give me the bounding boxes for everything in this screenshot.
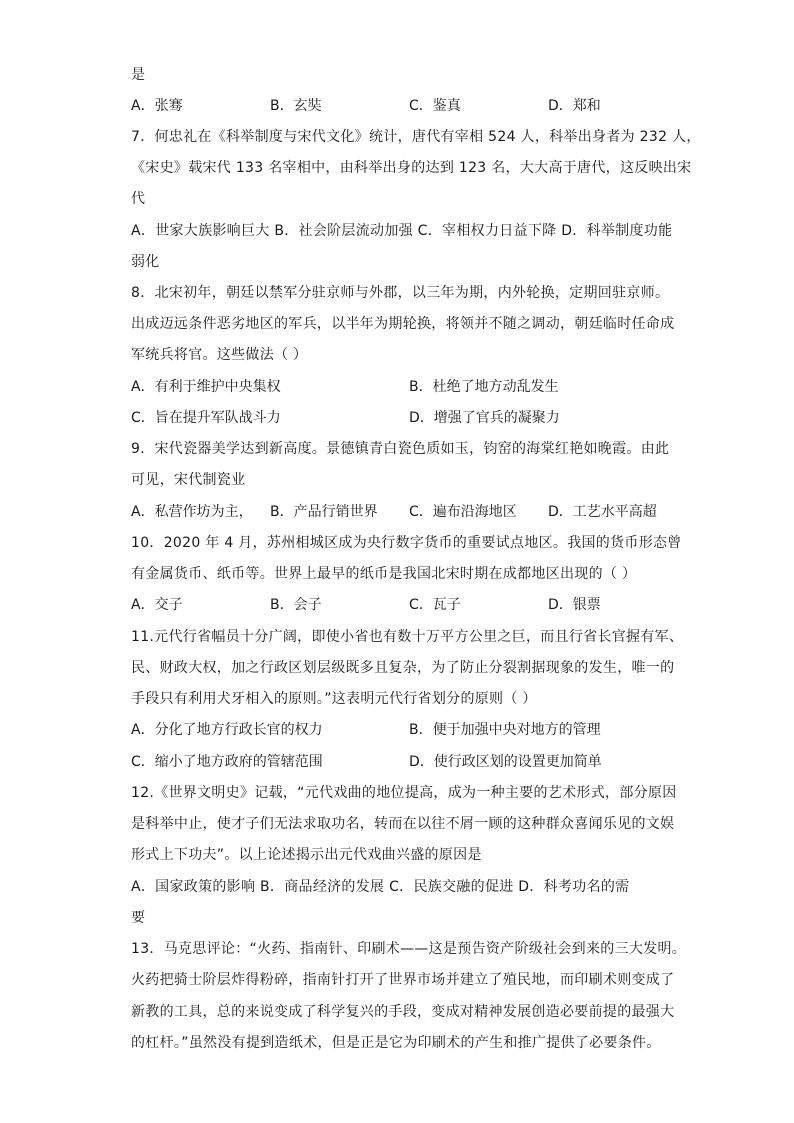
question-10-option-b: B．会子 — [270, 597, 322, 613]
question-13-stem-line: 的杠杆。”虽然没有提到造纸术，但是正是它为印刷术的产生和推广提供了必要条件。 — [131, 1035, 661, 1051]
question-9-option-c: C．遍布沿海地区 — [409, 504, 517, 520]
question-13-stem-line: 新教的工具，总的来说变成了科学复兴的手段，变成对精神发展创造必要前提的最强大 — [131, 1004, 675, 1020]
question-11-stem-line: 11.元代行省幅员十分广阔，即使小省也有数十万平方公里之巨，而且行省长官握有军、 — [131, 629, 684, 645]
question-6-stem-tail: 是 — [131, 67, 146, 83]
question-12-stem-line: 形式上下功夫”。以上论述揭示出元代戏曲兴盛的原因是 — [131, 847, 482, 863]
question-11-stem-line: 民、财政大权，加之行政区划层级既多且复杂，为了防止分裂割据现象的发生，唯一的 — [131, 660, 675, 676]
question-7-stem-line: 《宋史》载宋代 133 名宰相中，由科举出身的达到 123 名，大大高于唐代，这反映出宋 — [131, 160, 692, 176]
question-6-option-c: C．鉴真 — [409, 98, 461, 114]
question-12-stem-line: 12.《世界文明史》记载，“元代戏曲的地位提高，成为一种主要的艺术形式，部分原因 — [131, 785, 677, 801]
question-10-stem-line: 10．2020 年 4 月，苏州相城区成为央行数字货币的重要试点地区。我国的货币形态曾 — [131, 535, 682, 551]
question-8-option-b: B．杜绝了地方动乱发生 — [409, 379, 559, 395]
question-13-stem-line: 火药把骑士阶层炸得粉碎，指南针打开了世界市场并建立了殖民地，而印刷术则变成了 — [131, 972, 675, 988]
question-11-option-c: C．缩小了地方政府的管辖范围 — [131, 754, 323, 770]
question-10-stem-line: 有金属货币、纸币等。世界上最早的纸币是我国北宋时期在成都地区出现的（ ） — [131, 566, 637, 582]
question-12-stem-line: 是科举中止，使才子们无法求取功名，转而在以往不屑一顾的这种群众喜闻乐见的文娱 — [131, 816, 675, 832]
question-9-option-d: D．工艺水平高超 — [548, 504, 657, 520]
question-9-option-b: B．产品行销世界 — [270, 504, 378, 520]
question-6-option-a: A．张骞 — [131, 98, 183, 114]
question-7-options: A．世家大族影响巨大 B．社会阶层流动加强 C．宰相权力日益下降 D．科举制度功能 — [131, 223, 673, 239]
question-9-option-a: A．私营作坊为主， — [131, 504, 253, 520]
question-8-option-d: D．增强了官兵的凝聚力 — [409, 410, 560, 426]
question-7-stem-line: 代 — [131, 191, 146, 207]
question-10-option-d: D．银票 — [548, 597, 601, 613]
question-12-options-wrap: 要 — [131, 910, 146, 926]
question-8-stem-line: 出成迈远条件恶劣地区的军兵，以半年为期轮换，将领并不随之调动，朝廷临时任命成 — [131, 316, 675, 332]
question-9-stem-line: 可见，宋代制瓷业 — [131, 472, 246, 488]
question-11-option-a: A．分化了地方行政长官的权力 — [131, 722, 323, 738]
question-8-option-a: A．有利于维护中央集权 — [131, 379, 281, 395]
question-11-option-d: D．使行政区划的设置更加简单 — [409, 754, 602, 770]
question-8-option-c: C．旨在提升军队战斗力 — [131, 410, 281, 426]
question-7-options-wrap: 弱化 — [131, 254, 160, 270]
question-8-stem-line: 8．北宋初年，朝廷以禁军分驻京师与外郡，以三年为期，内外轮换，定期回驻京师。 — [131, 285, 670, 301]
question-10-option-a: A．交子 — [131, 597, 183, 613]
question-9-stem-line: 9．宋代瓷器美学达到新高度。景德镇青白瓷色质如玉，钧窑的海棠红艳如晚霞。由此 — [131, 441, 670, 457]
question-6-option-b: B．玄奘 — [270, 98, 322, 114]
question-7-stem-line: 7．何忠礼在《科举制度与宋代文化》统计，唐代有宰相 524 人，科举出身者为 232 人， — [131, 129, 701, 145]
question-10-option-c: C．瓦子 — [409, 597, 461, 613]
question-11-option-b: B．便于加强中央对地方的管理 — [409, 722, 601, 738]
question-11-stem-line: 手段只有利用犬牙相入的原则。”这表明元代行省划分的原则（ ） — [131, 691, 537, 707]
question-12-options: A．国家政策的影响 B．商品经济的发展 C．民族交融的促进 D．科考功名的需 — [131, 879, 630, 895]
question-8-stem-line: 军统兵将官。这些做法（ ） — [131, 347, 308, 363]
question-13-stem-line: 13．马克思评论：“火药、指南针、印刷术——这是预告资产阶级社会到来的三大发明。 — [131, 941, 687, 957]
question-6-option-d: D．郑和 — [548, 98, 601, 114]
